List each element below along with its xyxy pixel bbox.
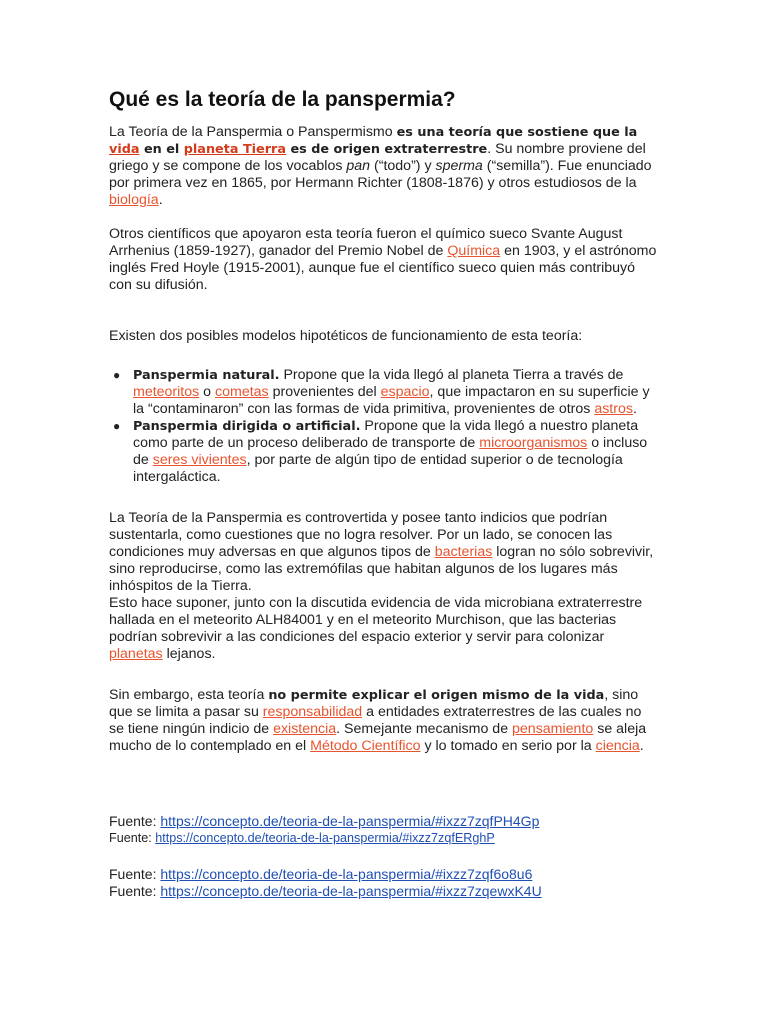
list-item: ● Panspermia dirigida o artificial. Propone que la vida llegó a nuestro planeta como parte de un proceso deliberado de transporte de microorganismos o incluso de seres vivientes, por parte de algún tipo de entidad superior o de tecnología intergaláctica. [113,418,648,485]
models-list [109,367,657,486]
source-line: Fuente: https://concepto.de/teoria-de-la-panspermia/#ixzz7zqf6o8u6 [109,866,533,882]
source-link[interactable]: https://concepto.de/teoria-de-la-panspermia/#ixzz7zqfPH4Gp [160,813,540,829]
page-title: Qué es la teoría de la panspermia? [109,88,456,111]
paragraph-limitations: Sin embargo, esta teoría no permite explicar el origen mismo de la vida, sino que se limita a pasar su responsabilidad a entidades extraterrestres de las cuales no se tiene ningún indicio de existencia. Semejante mecanismo de pensamiento se aleja mucho de lo contemplado en el Método Científico y lo tomado en serio por la ciencia. [109,687,647,754]
paragraph-evidence: Esto hace suponer, junto con la discutida evidencia de vida microbiana extraterrestre hallada en el meteorito ALH84001 y en el meteorito Murchison, que las bacterias podrían sobrevivir a las condiciones del espacio exterior y servir para colonizar planetas lejanos. [109,595,643,662]
link-existencia[interactable]: existencia [273,721,337,737]
paragraph-scientists: Otros científicos que apoyaron esta teoría fueron el químico sueco Svante August Arrhenius (1859-1927), ganador del Premio Nobel de Química en 1903, y el astrónomo inglés Fred Hoyle (1915-2001), aunque fue el científico sueco quien más contribuyó con su difusión. [109,226,657,293]
link-quimica[interactable]: Química [447,243,501,259]
bullet-icon: ● [113,419,121,433]
list-item: ● Panspermia natural. Propone que la vida llegó al planeta Tierra a través de meteoritos o cometas provenientes del espacio, que impactaron en su superficie y la “contaminaron” con las formas de vida primitiva, provenientes de otros astros. [113,367,650,417]
link-microorganismos[interactable]: microorganismos [479,435,588,451]
source-link[interactable]: https://concepto.de/teoria-de-la-panspermia/#ixzz7zqfERghP [155,831,495,845]
document-body [109,86,657,900]
link-vida[interactable]: vida [109,142,140,157]
link-pensamiento[interactable]: pensamiento [512,721,594,737]
link-cometas[interactable]: cometas [215,384,269,400]
source-line: Fuente: https://concepto.de/teoria-de-la-panspermia/#ixzz7zqfERghP [109,831,495,845]
source-link[interactable]: https://concepto.de/teoria-de-la-panspermia/#ixzz7zqf6o8u6 [160,866,533,882]
source-line: Fuente: https://concepto.de/teoria-de-la-panspermia/#ixzz7zqewxK4U [109,883,542,899]
link-meteoritos[interactable]: meteoritos [133,384,200,400]
source-link[interactable]: https://concepto.de/teoria-de-la-panspermia/#ixzz7zqewxK4U [160,883,542,899]
link-seres-vivientes[interactable]: seres vivientes [152,452,247,468]
paragraph-models: Existen dos posibles modelos hipotéticos de funcionamiento de esta teoría: [109,328,583,344]
source-line: Fuente: https://concepto.de/teoria-de-la-panspermia/#ixzz7zqfPH4Gp [109,813,540,829]
link-planeta-tierra[interactable]: planeta Tierra [183,142,286,157]
paragraph-controversy: La Teoría de la Panspermia es controvertida y posee tanto indicios que podrían sustentarla, como cuestiones que no logra resolver. Por un lado, se conocen las condiciones muy adversas en que algunos tipos de bacterias logran no sólo sobrevivir, sino reproducirse, como las extremófilas que habitan algunos de los lugares más inhóspitos de la Tierra. [109,510,654,594]
link-ciencia[interactable]: ciencia [595,738,640,754]
link-bacterias[interactable]: bacterias [434,544,493,560]
link-biologia[interactable]: biología [109,192,159,208]
link-astros[interactable]: astros [594,401,633,417]
link-responsabilidad[interactable]: responsabilidad [262,704,363,720]
link-planetas[interactable]: planetas [109,646,163,662]
link-espacio[interactable]: espacio [380,384,430,400]
paragraph-intro: La Teoría de la Panspermia o Panspermismo es una teoría que sostiene que la vida en el planeta Tierra es de origen extraterrestre. Su nombre proviene del griego y se compone de los vocablos pan (“todo”) y sperma (“semilla”). Fue enunciado por primera vez en 1865, por Hermann Richter (1808-1876) y otros estudiosos de la biología. [109,124,652,208]
link-metodo-cientifico[interactable]: Método Científico [310,738,421,754]
bullet-icon: ● [113,368,121,382]
